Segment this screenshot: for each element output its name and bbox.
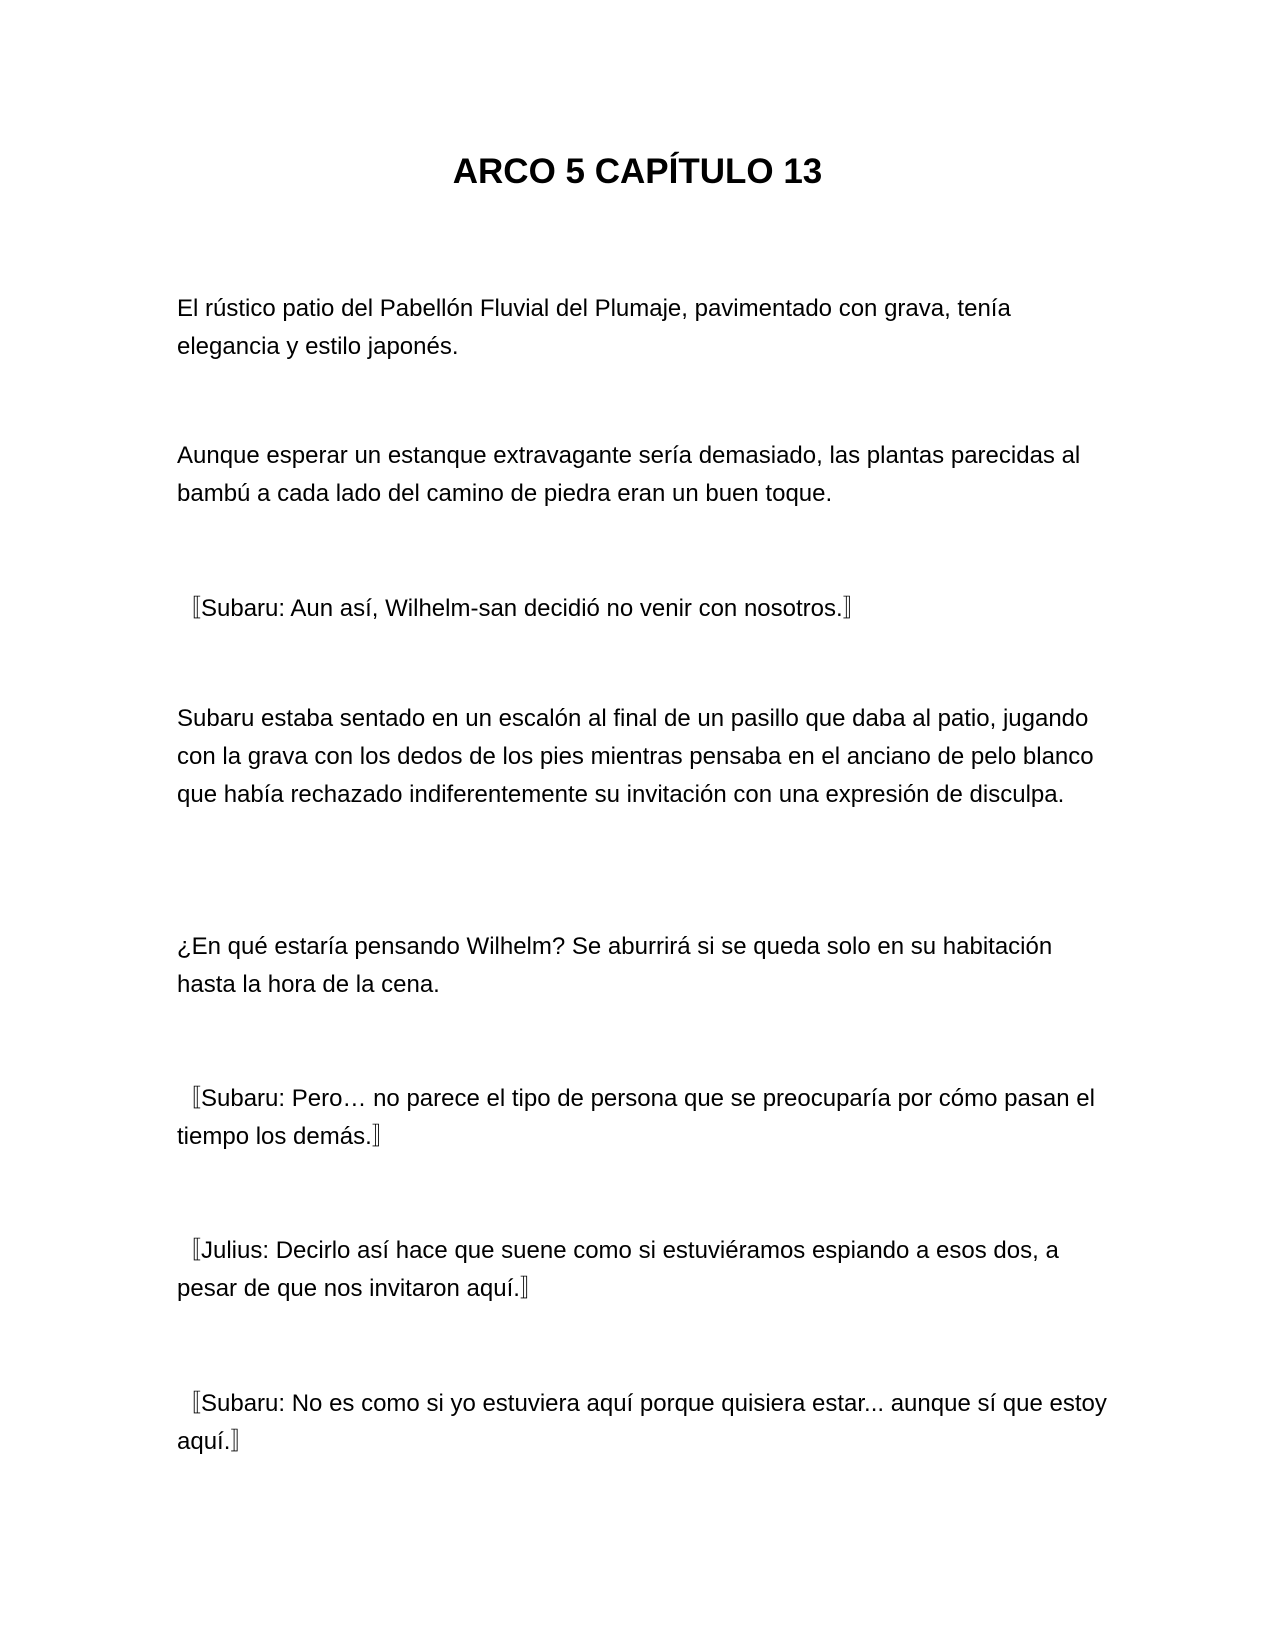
paragraph-narration: Aunque esperar un estanque extravagante sería demasiado, las plantas parecidas al bambú a cada lado del camino de piedra eran un buen toque.: [177, 442, 1081, 507]
paragraph-dialogue: 〚Subaru: Aun así, Wilhelm-san decidió no venir con nosotros.〛: [177, 595, 867, 622]
paragraph-dialogue: 〚Subaru: No es como si yo estuviera aquí porque quisiera estar... aunque sí que estoy aquí.〛: [177, 1390, 1107, 1455]
paragraph-narration: ¿En qué estaría pensando Wilhelm? Se aburrirá si se queda solo en su habitación hasta la hora de la cena.: [177, 933, 1053, 998]
paragraph-dialogue: 〚Julius: Decirlo así hace que suene como si estuviéramos espiando a esos dos, a pesar de que nos invitaron aquí.〛: [177, 1237, 1059, 1302]
paragraph-narration: Subaru estaba sentado en un escalón al final de un pasillo que daba al patio, jugando con la grava con los dedos de los pies mientras pensaba en el anciano de pelo blanco que había rechazado indiferentemente su invitación con una expresión de disculpa.: [177, 705, 1094, 808]
paragraph-dialogue: 〚Subaru: Pero… no parece el tipo de persona que se preocuparía por cómo pasan el tiempo los demás.〛: [177, 1085, 1095, 1150]
paragraph-narration: El rústico patio del Pabellón Fluvial del Plumaje, pavimentado con grava, tenía elegancia y estilo japonés.: [177, 295, 1011, 360]
chapter-title: ARCO 5 CAPÍTULO 13: [452, 152, 823, 191]
